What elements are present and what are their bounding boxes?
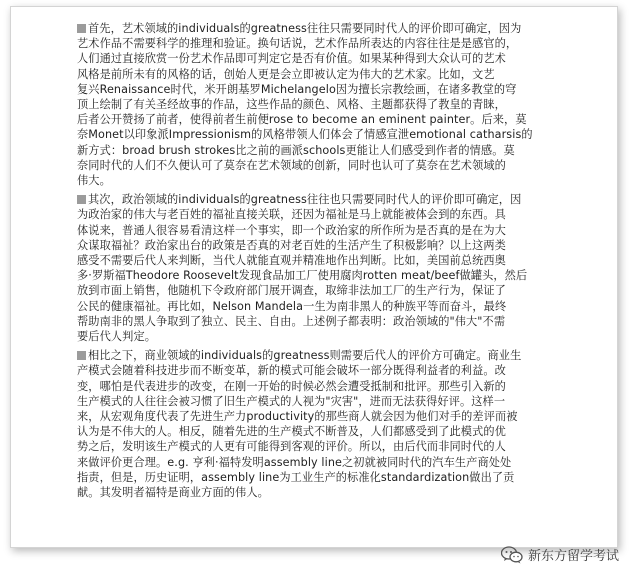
text-line: 顶上绘制了有关圣经故事的作品，这些作品的颜色、风格、主题都获得了教皇的青睐， [77, 98, 506, 112]
text-line: 首先，艺术领域的individuals的greatness往往只需要同时代人的评价即可确定，因为 [88, 22, 522, 35]
paragraph-marker [77, 24, 86, 33]
text-line: 奈Monet以印象派Impressionism的风格带领人们体会了情感宣泄emotional catharsis的 [77, 128, 533, 142]
watermark [501, 545, 619, 564]
watermark-text: 新东方留学考试 [527, 549, 619, 564]
paragraph-politics [77, 192, 567, 344]
text-line: 多·罗斯福Theodore Roosevelt发现食品加工厂使用腐肉rotten meat/beef做罐头，然后 [77, 269, 528, 283]
text-line: 势之后，发明该生产模式的人更有可能得到客观的评价。所以，由后代而非同时代的人 [77, 440, 506, 454]
text-line: 帮助南非的黑人争取到了独立、民主、自由。上述例子都表明：政治领域的"伟大"不需 [77, 314, 506, 328]
text-line: 为政治家的伟大与老百姓的福祉直接关联，还因为福祉是马上就能被体会到的东西。具 [77, 208, 506, 222]
text-line: 艺术作品不需要科学的推理和验证。换句话说，艺术作品所表达的内容往往是是感官的， [77, 37, 518, 51]
text-line: 新方式：broad brush strokes比之前的画派schools更能让人们感受到作者的情感。莫 [77, 143, 515, 157]
text-line: 伟大。 [77, 174, 111, 188]
text-line: 公民的健康福祉。再比如，Nelson Mandela一生为南非黑人的种族平等而奋斗，最终 [77, 299, 507, 313]
document-page [10, 6, 618, 548]
text-line: 来做评价更合理。e.g. 亨利·福特发明assembly line之初就被同时代的汽车生产商处处 [77, 455, 512, 469]
document-body [77, 21, 567, 504]
paragraph-business [77, 348, 567, 500]
text-line: 人们通过直接欣赏一份艺术作品即可判定它是否有价值。如果某种得到大众认可的艺术 [77, 52, 506, 66]
text-line: 后者公开赞扬了前者，使得前者生前便rose to become an eminent painter。后来，莫 [77, 113, 527, 127]
text-line: 变，哪怕是代表进步的改变，在刚一开始的时候必然会遭受抵制和批评。那些引入新的 [77, 379, 506, 393]
text-line: 产模式会随着科技进步而不断变革，新的模式可能会破坏一部分既得利益者的利益。改 [77, 364, 506, 378]
text-line: 体说来，普通人很容易看清这样一个事实，即一个政治家的所作所为是否真的是在为大 [77, 223, 506, 237]
paragraph-art [77, 21, 567, 188]
text-line: 相比之下，商业领域的individuals的greatness则需要后代人的评价方可确定。商业生 [88, 349, 522, 363]
paragraph-marker [77, 195, 86, 204]
text-line: 放到市面上销售，他随机下令政府部门展开调查，取缔非法加工厂的生产行为，保证了 [77, 284, 506, 298]
paragraph-marker [77, 351, 86, 360]
text-line: 指责，但是，历史证明，assembly line为工业生产的标准化standardization做出了贡 [77, 470, 515, 484]
text-line: 献。其发明者福特是商业方面的伟人。 [77, 486, 269, 500]
text-line: 奈同时代的人们不久便认可了莫奈在艺术领域的创新，同时也认可了莫奈在艺术领域的 [77, 158, 506, 172]
text-line: 来，从宏观角度代表了先进生产力productivity的那些商人就会因为他们对手的差评而被 [77, 410, 518, 424]
text-line: 风格是前所未有的风格的话，创始人更是会立即被认定为伟大的艺术家。比如，文艺 [77, 67, 495, 81]
bottom-fade [11, 521, 617, 547]
wechat-icon [501, 546, 523, 564]
text-line: 感受不需要后代人来判断，当代人就能直观并精准地作出判断。比如，美国前总统西奥 [77, 254, 506, 268]
text-line: 复兴Renaissance时代，米开朗基罗Michelangelo因为擅长宗教绘画，在诸多教堂的穹 [77, 82, 517, 96]
text-line: 生产模式的人往往会被习惯了旧生产模式的人视为"灾害"，进而无法获得好评。这样一 [77, 394, 506, 408]
text-line: 要后代人判定。 [77, 330, 157, 344]
text-line: 认为是不伟大的人。相反，随着先进的生产模式不断普及，人们都感受到了此模式的优 [77, 425, 506, 439]
text-line: 其次，政治领域的individuals的greatness往往也只需要同时代人的评价即可确定，因 [88, 193, 522, 207]
text-line: 众谋取福祉？政治家出台的政策是否真的对老百姓的生活产生了积极影响？以上这两类 [77, 238, 506, 252]
